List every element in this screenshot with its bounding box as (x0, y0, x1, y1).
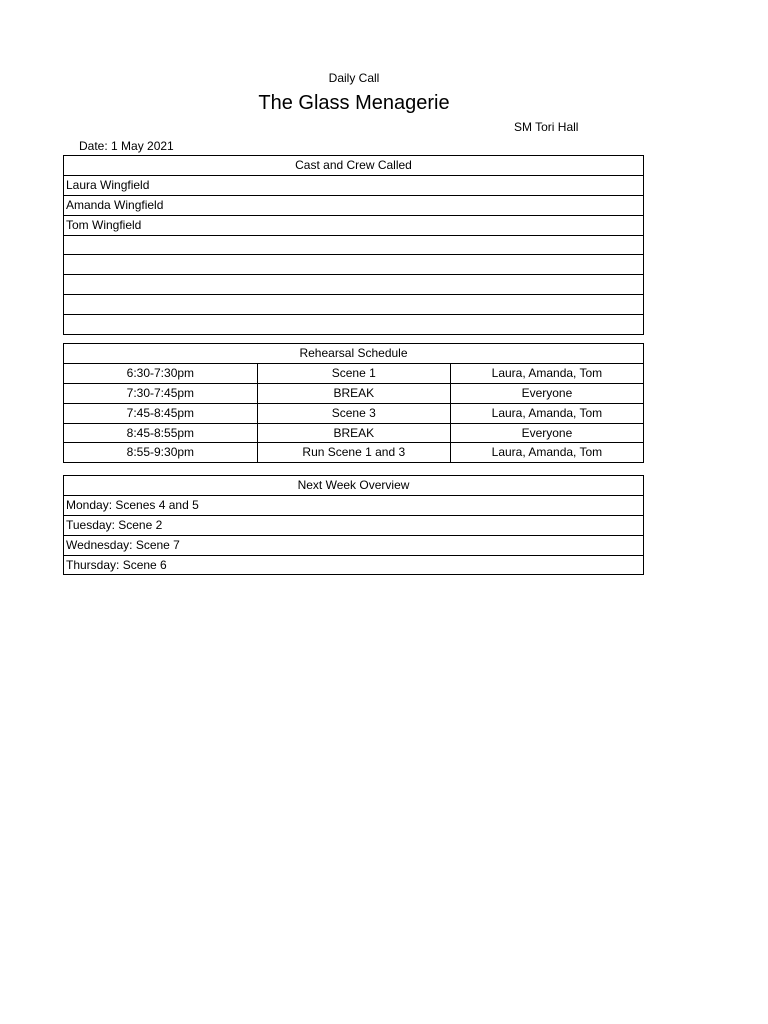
schedule-row (64, 383, 644, 403)
cast-row (64, 255, 644, 275)
cast-crew-heading: Cast and Crew Called (64, 156, 644, 176)
schedule-row (64, 363, 644, 383)
cast-row (64, 315, 644, 335)
next-week-overview-table (63, 475, 644, 575)
stage-manager-label: SM Tori Hall (514, 120, 579, 134)
schedule-activity: Scene 3 (257, 403, 450, 423)
schedule-time: 8:45-8:55pm (64, 423, 258, 443)
cast-row (64, 275, 644, 295)
overview-row: Monday: Scenes 4 and 5 (64, 495, 644, 515)
schedule-called: Everyone (450, 383, 643, 403)
cast-row (64, 235, 644, 255)
schedule-row (64, 443, 644, 463)
cast-row: Amanda Wingfield (64, 195, 644, 215)
next-week-overview-heading: Next Week Overview (64, 476, 644, 496)
schedule-activity: Run Scene 1 and 3 (257, 443, 450, 463)
schedule-called: Laura, Amanda, Tom (450, 443, 643, 463)
schedule-row (64, 423, 644, 443)
schedule-time: 8:55-9:30pm (64, 443, 258, 463)
schedule-time: 7:45-8:45pm (64, 403, 258, 423)
schedule-activity: Scene 1 (257, 363, 450, 383)
schedule-row (64, 403, 644, 423)
cast-row: Tom Wingfield (64, 215, 644, 235)
schedule-called: Laura, Amanda, Tom (450, 403, 643, 423)
cast-row: Laura Wingfield (64, 175, 644, 195)
schedule-called: Laura, Amanda, Tom (450, 363, 643, 383)
date-label: Date: 1 May 2021 (79, 139, 174, 153)
rehearsal-schedule-heading: Rehearsal Schedule (64, 344, 644, 364)
doc-subtitle: Daily Call (328, 71, 380, 85)
schedule-called: Everyone (450, 423, 643, 443)
cast-crew-table (63, 155, 644, 335)
overview-row: Wednesday: Scene 7 (64, 535, 644, 555)
rehearsal-schedule-table (63, 343, 644, 463)
schedule-time: 6:30-7:30pm (64, 363, 258, 383)
schedule-time: 7:30-7:45pm (64, 383, 258, 403)
overview-row: Thursday: Scene 6 (64, 555, 644, 575)
cast-row (64, 295, 644, 315)
schedule-activity: BREAK (257, 423, 450, 443)
schedule-activity: BREAK (257, 383, 450, 403)
doc-title: The Glass Menagerie (258, 92, 450, 114)
overview-row: Tuesday: Scene 2 (64, 515, 644, 535)
